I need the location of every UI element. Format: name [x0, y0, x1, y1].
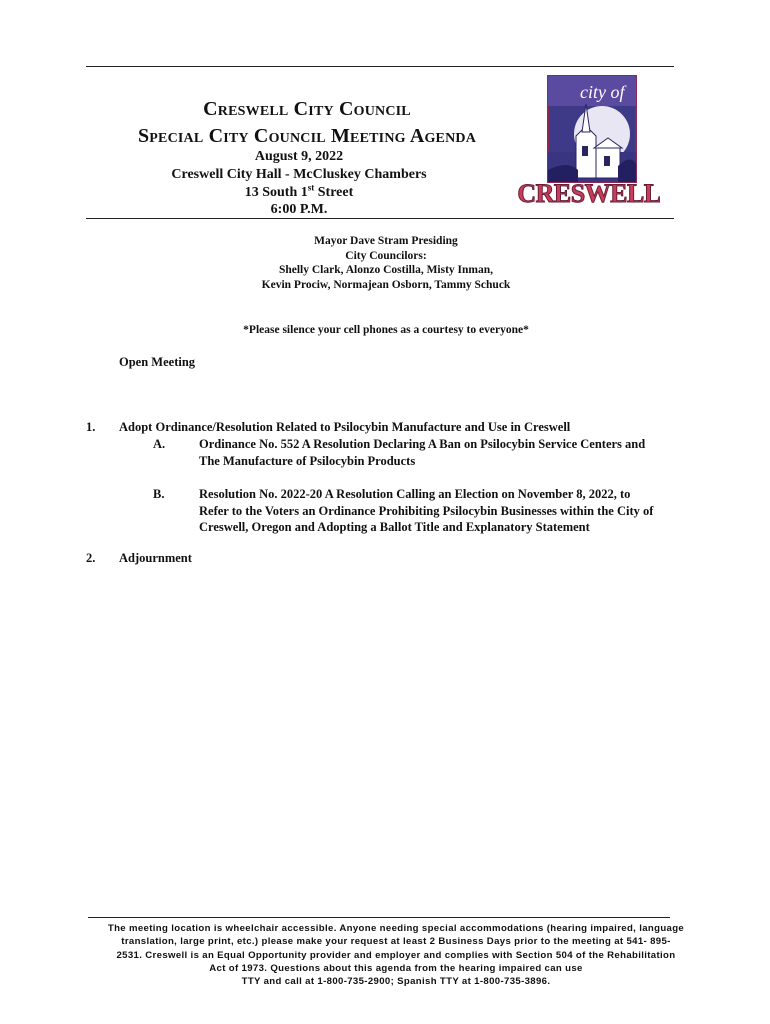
item-number: 1.	[86, 420, 96, 434]
footer-rule	[88, 917, 670, 918]
subitem-letter: B.	[153, 487, 165, 501]
subitem-text: Creswell, Oregon and Adopting a Ballot Title and Explanatory Statement	[199, 520, 590, 534]
page-subtitle: Special City Council Meeting Agenda	[137, 125, 477, 147]
item-number: 2.	[86, 551, 96, 565]
footer-line: 2531. Creswell is an Equal Opportunity provider and employer and complies with Section 504 of the Rehabilitation	[116, 949, 676, 961]
subitem-letter: A.	[153, 437, 166, 451]
subitem-text: Refer to the Voters an Ordinance Prohibiting Psilocybin Businesses within the City of	[199, 504, 654, 518]
footer-line: The meeting location is wheelchair accessible. Anyone needing special accommodations (hearing impaired, language	[107, 923, 685, 934]
councilors-line-1: Shelly Clark, Alonzo Costilla, Misty Inman,	[278, 264, 494, 276]
meeting-address	[92, 184, 506, 202]
meeting-location: Creswell City Hall - McCluskey Chambers	[171, 167, 427, 182]
meeting-date: August 9, 2022	[254, 149, 344, 164]
top-rule	[86, 66, 674, 67]
subitem-text: Ordinance No. 552 A Resolution Declaring A Ban on Psilocybin Service Centers and	[199, 437, 646, 451]
mayor-presiding: Mayor Dave Stram Presiding	[314, 235, 458, 247]
open-meeting: Open Meeting	[119, 355, 196, 369]
councilors-label: City Councilors:	[345, 250, 427, 262]
logo-tagline: city of	[580, 82, 625, 102]
logo-name: CRESWELL	[518, 179, 660, 208]
cell-phone-notice: *Please silence your cell phones as a courtesy to everyone*	[243, 324, 529, 336]
item-title: Adjournment	[119, 551, 192, 565]
city-logo	[518, 74, 660, 208]
subitem-text: Resolution No. 2022-20 A Resolution Calling an Election on November 8, 2022, to	[199, 487, 631, 501]
address-street: Street	[314, 185, 354, 200]
footer-line: translation, large print, etc.) please make your request at least 2 Business Days prior to the meeting at 541- 895-	[121, 936, 671, 948]
address-text: 13 South 1	[244, 185, 308, 200]
meeting-time: 6:00 P.M.	[270, 202, 328, 217]
subitem-text: The Manufacture of Psilocybin Products	[199, 454, 416, 468]
footer-line: Act of 1973. Questions about this agenda from the hearing impaired can use	[209, 962, 583, 974]
councilors-line-2: Kevin Prociw, Normajean Osborn, Tammy Schuck	[261, 279, 511, 291]
accessibility-footer	[86, 922, 706, 988]
footer-line: TTY and call at 1-800-735-2900; Spanish TTY at 1-800-735-3896.	[241, 976, 551, 988]
page-title: Creswell City Council	[203, 98, 411, 120]
header-rule	[86, 218, 674, 219]
address-superscript: st	[307, 182, 315, 193]
item-title: Adopt Ordinance/Resolution Related to Psilocybin Manufacture and Use in Creswell	[119, 420, 571, 434]
